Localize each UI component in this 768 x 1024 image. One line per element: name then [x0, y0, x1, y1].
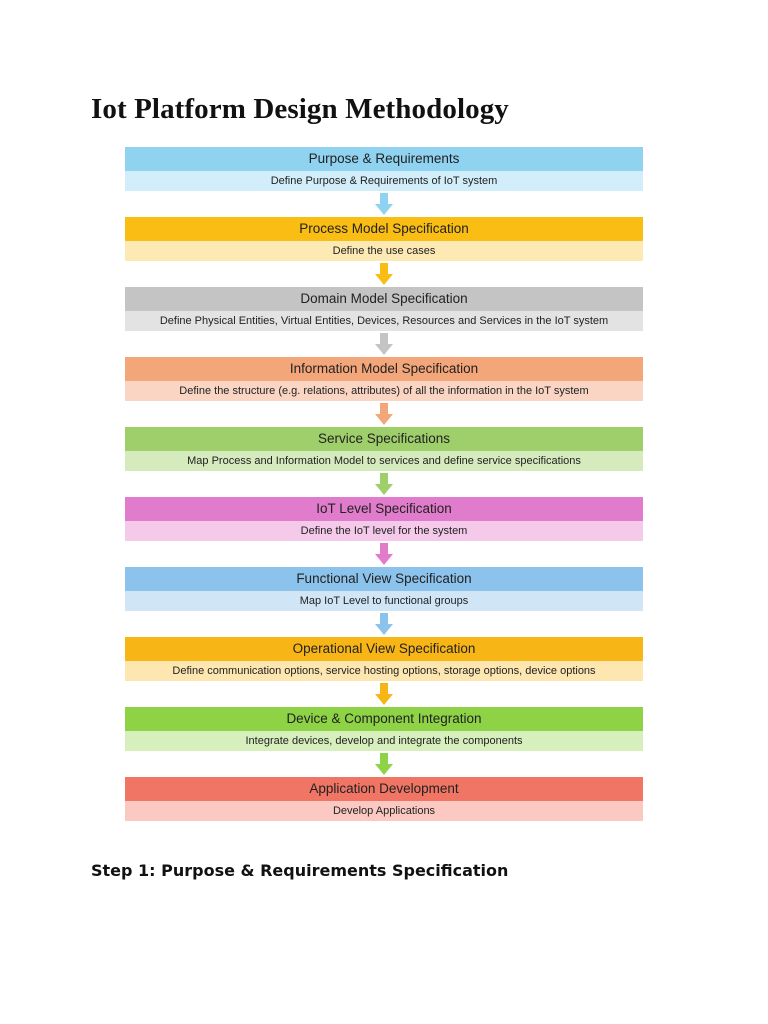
step-description: Define Physical Entities, Virtual Entities, Devices, Resources and Services in the IoT system [125, 311, 643, 331]
down-arrow-icon [125, 611, 643, 637]
step-title: IoT Level Specification [125, 497, 643, 521]
step-information-model-specification [125, 357, 643, 401]
down-arrow-icon [125, 751, 643, 777]
down-arrow-icon [125, 331, 643, 357]
step-description: Define the structure (e.g. relations, attributes) of all the information in the IoT system [125, 381, 643, 401]
document-title: Iot Platform Design Methodology [91, 93, 509, 125]
step-description: Integrate devices, develop and integrate the components [125, 731, 643, 751]
down-arrow-icon [125, 681, 643, 707]
section-heading: Step 1: Purpose & Requirements Specification [91, 861, 509, 880]
step-description: Define Purpose & Requirements of IoT system [125, 171, 643, 191]
step-operational-view-specification [125, 637, 643, 681]
step-description: Define the IoT level for the system [125, 521, 643, 541]
step-title: Service Specifications [125, 427, 643, 451]
step-description: Define communication options, service hosting options, storage options, device options [125, 661, 643, 681]
step-description: Map IoT Level to functional groups [125, 591, 643, 611]
down-arrow-icon [125, 471, 643, 497]
step-title: Purpose & Requirements [125, 147, 643, 171]
step-title: Application Development [125, 777, 643, 801]
step-domain-model-specification [125, 287, 643, 331]
step-description: Develop Applications [125, 801, 643, 821]
step-title: Process Model Specification [125, 217, 643, 241]
step-service-specifications [125, 427, 643, 471]
step-description: Map Process and Information Model to services and define service specifications [125, 451, 643, 471]
step-iot-level-specification [125, 497, 643, 541]
down-arrow-icon [125, 401, 643, 427]
step-functional-view-specification [125, 567, 643, 611]
down-arrow-icon [125, 191, 643, 217]
step-device-and-component-integration [125, 707, 643, 751]
down-arrow-icon [125, 541, 643, 567]
step-purpose-and-requirements [125, 147, 643, 191]
step-title: Operational View Specification [125, 637, 643, 661]
methodology-flowchart [125, 147, 643, 821]
step-application-development [125, 777, 643, 821]
step-description: Define the use cases [125, 241, 643, 261]
step-process-model-specification [125, 217, 643, 261]
down-arrow-icon [125, 261, 643, 287]
step-title: Functional View Specification [125, 567, 643, 591]
step-title: Domain Model Specification [125, 287, 643, 311]
step-title: Device & Component Integration [125, 707, 643, 731]
step-title: Information Model Specification [125, 357, 643, 381]
